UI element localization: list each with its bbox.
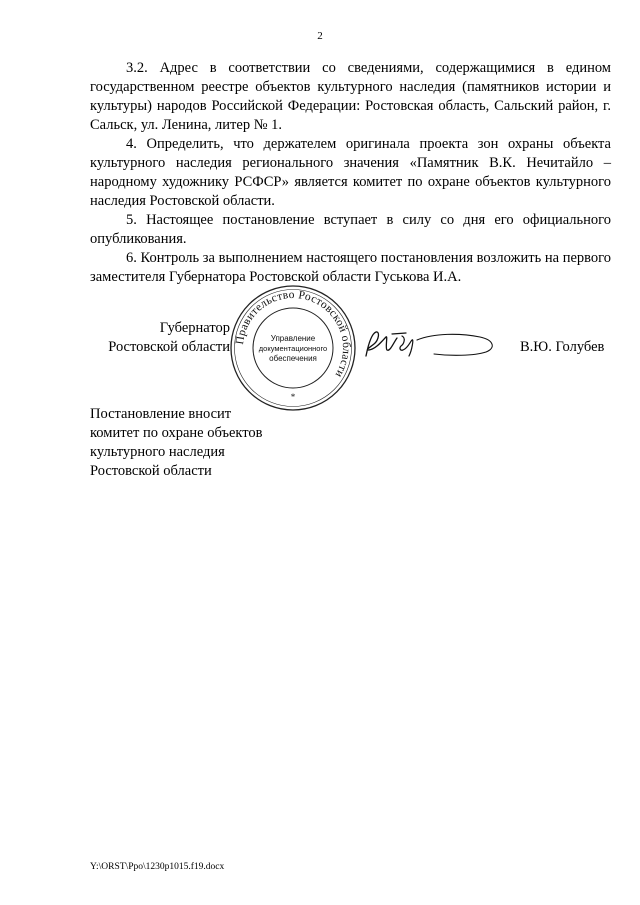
governor-title: [90, 319, 230, 357]
signature-block: [0, 283, 640, 413]
paragraph-3-2: 3.2. Адрес в соответствии со сведениями, содержащимися в едином государственном реестре объектов культурного наследия (памятников истории и культуры) народов Российской Федерации: Ростовская область, Сальский район, г. Сальск, ул. Ленина, литер № 1.: [90, 60, 611, 133]
introducer-line3: культурного наследия: [90, 444, 225, 460]
paragraph-4: 4. Определить, что держателем оригинала проекта зон охраны объекта культурного наследия регионального значения «Памятник В.К. Нечитайло – народному художнику РСФСР» является комитет по охране объектов культурного наследия Ростовской области.: [90, 136, 611, 209]
official-seal: [228, 283, 358, 413]
governor-title-line2: Ростовской области: [108, 339, 230, 355]
seal-star-icon: *: [290, 392, 296, 402]
introducer-line1: Постановление вносит: [90, 406, 232, 422]
paragraph-6: 6. Контроль за выполнением настоящего постановления возложить на первого заместителя Губернатора Ростовской области Гуськова И.А.: [90, 250, 611, 285]
seal-inner-line1: Управление: [270, 334, 316, 343]
introducer-block: [90, 405, 330, 481]
file-path-footer: Y:\ORST\Ppo\1230p1015.f19.docx: [90, 862, 225, 872]
introducer-line2: комитет по охране объектов: [90, 425, 263, 441]
governor-name: В.Ю. Голубев: [520, 339, 605, 355]
seal-inner-line2: документационного: [258, 344, 328, 353]
introducer-line4: Ростовской области: [90, 463, 212, 479]
seal-inner-line3: обеспечения: [269, 354, 317, 363]
page-number: 2: [317, 30, 323, 42]
governor-title-line1: Губернатор: [159, 320, 230, 336]
handwritten-signature: [362, 328, 502, 360]
seal-outer-text: Правительство Ростовской области: [234, 288, 353, 380]
decree-body: [90, 59, 611, 287]
paragraph-5: 5. Настоящее постановление вступает в силу со дня его официального опубликования.: [90, 212, 611, 247]
